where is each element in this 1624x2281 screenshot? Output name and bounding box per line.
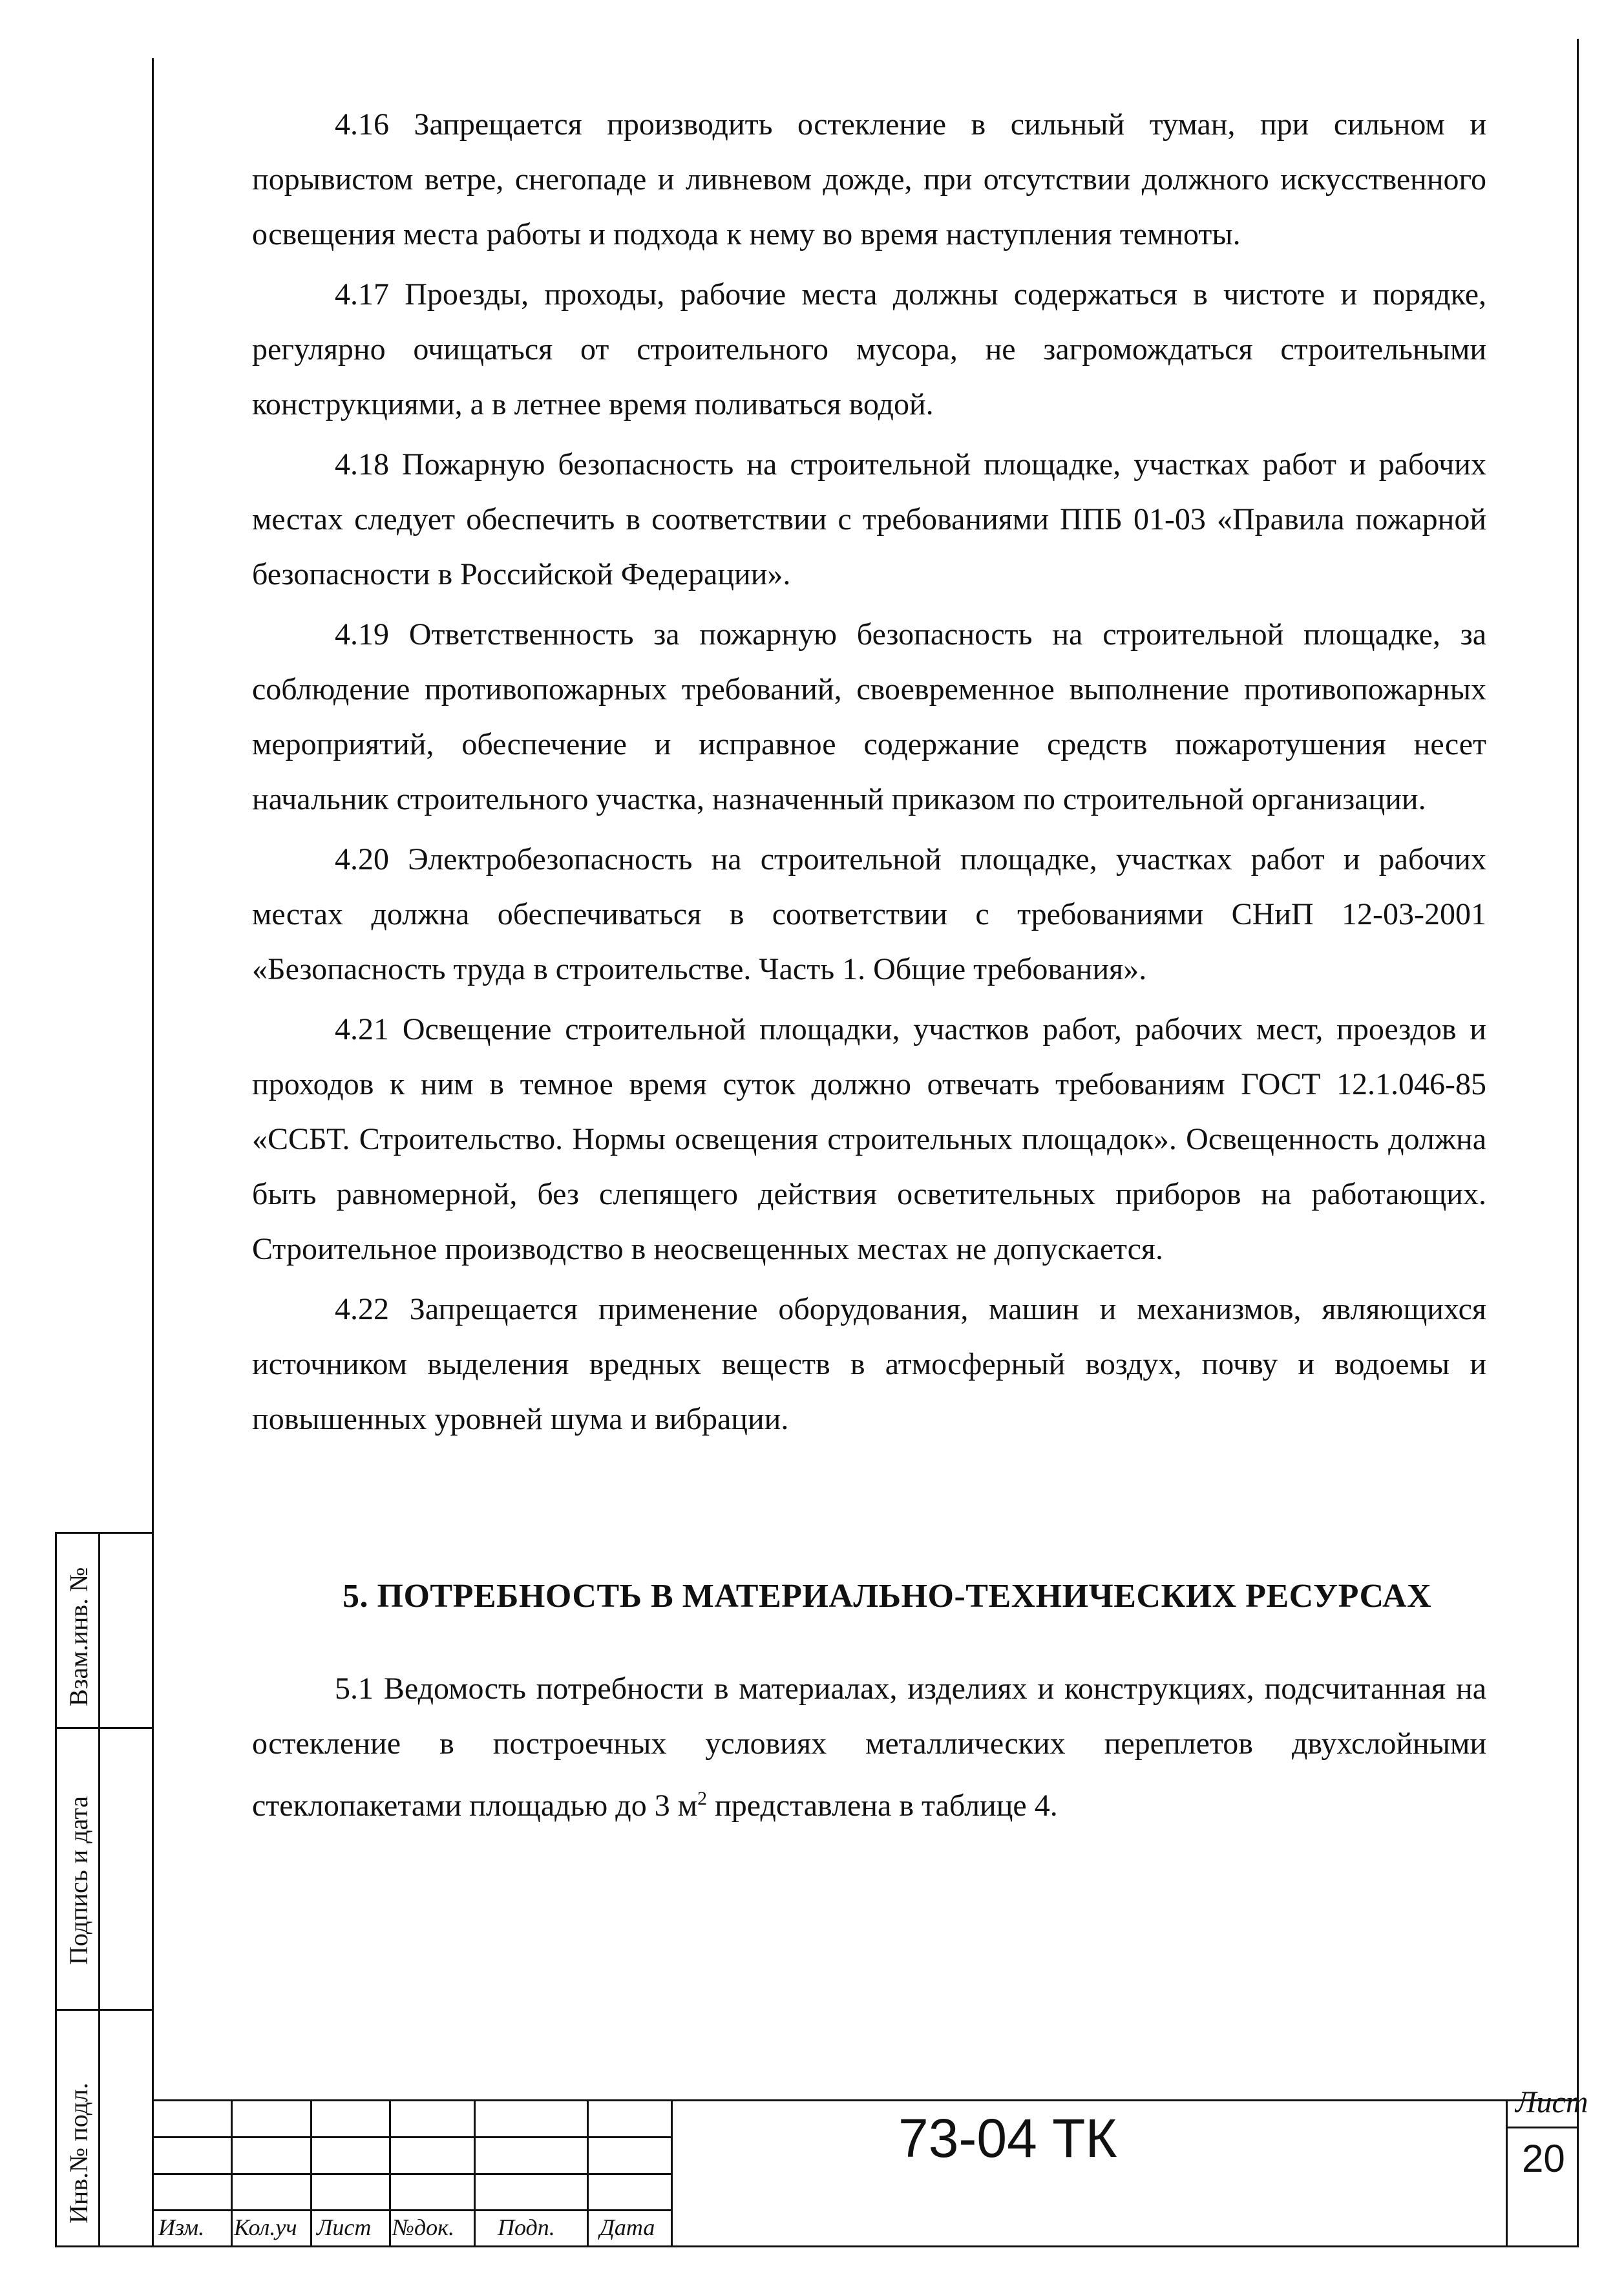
stamp-top-border	[152, 2099, 1579, 2101]
stamp-col-1	[231, 2099, 233, 2246]
paragraph-4-20: 4.20 Электробезопасность на строительной площадке, участках работ и рабочих местах должна обеспечиваться в соответствии с требованиями СНиП 12-03-2001 «Безопасность труда в строительстве. Часть 1. Общие требования».	[252, 842, 1486, 986]
stamp-list: Лист	[317, 2214, 372, 2240]
document-code: 73-04 ТК	[898, 2108, 1117, 2169]
sheet-number: 20	[1522, 2137, 1565, 2180]
frame-bottom-border	[55, 2245, 1579, 2247]
frame-right-border	[1577, 39, 1579, 2246]
paragraph-4-18: 4.18 Пожарную безопасность на строительной площадке, участках работ и рабочих местах следует обеспечить в соответствии с требованиями ППБ 01-03 «Правила пожарной безопасности в Российской Федерации».	[252, 447, 1486, 591]
side-label-replace-inv: Взам.инв. №	[64, 1567, 93, 1706]
side-strip-mid	[98, 1532, 100, 2247]
side-strip-div1	[55, 1727, 153, 1729]
side-label-sign-date: Подпись и дата	[64, 1796, 93, 1965]
paragraph-5-1-main: 5.1 Ведомость потребности в материалах, изделиях и конструкциях, подсчитанная на остекление в построечных условиях металлических переплетов двухслойными стеклопакетами площадью до 3 м	[252, 1671, 1486, 1823]
stamp-n-dok: №док.	[392, 2214, 454, 2240]
section-heading: 5. ПОТРЕБНОСТЬ В МАТЕРИАЛЬНО-ТЕХНИЧЕСКИХ РЕСУРСАХ	[343, 1578, 1432, 1615]
paragraph-4-22: 4.22 Запрещается применение оборудования, машин и механизмов, являющихся источником выделения вредных веществ в атмосферный воздух, почву и водоемы и повышенных уровней шума и вибрации.	[252, 1292, 1486, 1436]
stamp-col-6	[671, 2099, 673, 2246]
document-body	[252, 97, 1486, 1452]
paragraph-5-1-tail: представлена в таблице 4.	[707, 1788, 1058, 1823]
stamp-col-5	[587, 2099, 589, 2246]
section-body	[252, 1661, 1486, 1838]
stamp-row-line-1	[152, 2136, 672, 2138]
stamp-col-4	[474, 2099, 476, 2246]
sheet-label: Лист	[1515, 2085, 1588, 2119]
stamp-kol-uch: Кол.уч	[234, 2214, 297, 2240]
stamp-col-3	[389, 2099, 391, 2246]
stamp-row-line-3	[152, 2209, 672, 2211]
stamp-data: Дата	[600, 2214, 655, 2240]
side-strip-div2	[55, 2009, 153, 2011]
stamp-sheet-divider	[1506, 2127, 1578, 2128]
stamp-col-sheet	[1506, 2099, 1508, 2246]
area-exponent: 2	[697, 1788, 708, 1809]
paragraph-4-19: 4.19 Ответственность за пожарную безопасность на строительной площадке, за соблюдение противопожарных требований, своевременное выполнение противопожарных мероприятий, обеспечение и исправное содержание средств пожаротушения несет начальник строительного участка, назначенный приказом по строительной организации.	[252, 617, 1486, 816]
stamp-podp: Подп.	[498, 2214, 555, 2240]
side-strip-top	[55, 1532, 153, 1534]
stamp-row-line-2	[152, 2173, 672, 2175]
paragraph-4-21: 4.21 Освещение строительной площадки, участков работ, рабочих мест, проездов и проходов к ним в темное время суток должно отвечать требованиям ГОСТ 12.1.046-85 «ССБТ. Строительство. Нормы освещения строительных площадок». Освещенность должна быть равномерной, без слепящего действия осветительных приборов на работающих. Строительное производство в неосвещенных местах не допускается.	[252, 1012, 1486, 1266]
stamp-col-2	[310, 2099, 312, 2246]
paragraph-4-16: 4.16 Запрещается производить остекление в сильный туман, при сильном и порывистом ветре, снегопаде и ливневом дожде, при отсутствии должного искусственного освещения места работы и подхода к нему во время наступления темноты.	[252, 107, 1486, 251]
paragraph-5-1	[252, 1661, 1486, 1833]
paragraph-4-17: 4.17 Проезды, проходы, рабочие места должны содержаться в чистоте и порядке, регулярно очищаться от строительного мусора, не загромождаться строительными конструкциями, а в летнее время поливаться водой.	[252, 277, 1486, 421]
stamp-izm: Изм.	[158, 2214, 205, 2240]
side-strip-left	[55, 1532, 57, 2247]
side-label-inv-orig: Инв.№ подл.	[64, 2083, 93, 2223]
frame-left-border	[152, 58, 154, 2246]
